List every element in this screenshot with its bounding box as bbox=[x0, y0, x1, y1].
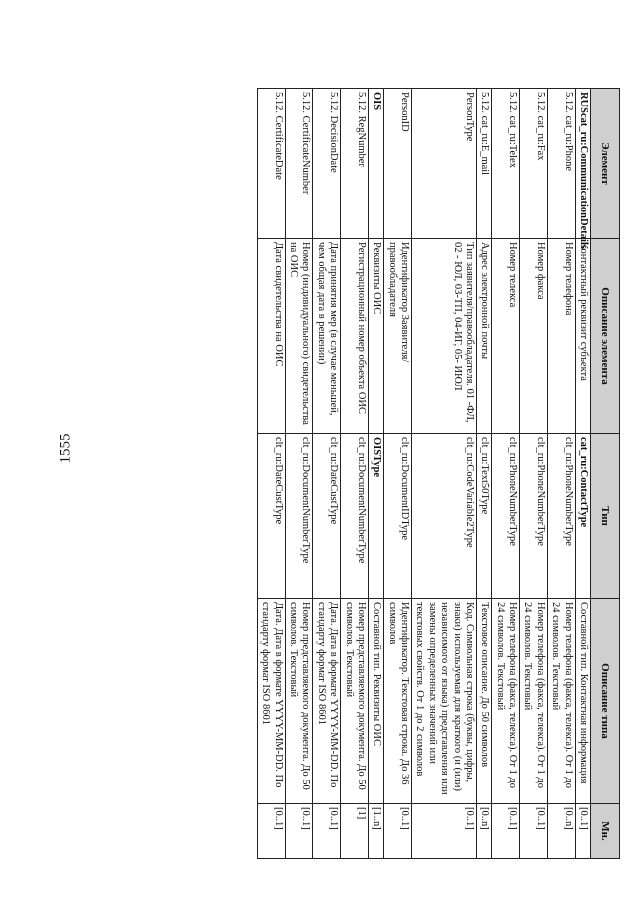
table-row bbox=[575, 89, 590, 859]
cell-description: Дата принятия мер (в случае меньшей, чем общая дата в решении) bbox=[313, 239, 341, 434]
cell-type: clt_ru:CodeVariable2Type bbox=[412, 434, 477, 599]
cell-type: clt_ru:DocumentNumberType bbox=[341, 434, 369, 599]
cell-type-description: Номер телефона (факса, телекса). От 1 до 24 символов. Текстовый bbox=[492, 599, 520, 804]
table-row bbox=[369, 89, 384, 859]
cell-element: 5.12. cat_ru:Fax bbox=[520, 89, 548, 239]
cell-description: Контактный реквизит субъекта bbox=[575, 239, 590, 434]
page-number: 1555 bbox=[57, 433, 74, 464]
cell-description: Идентификатор Заявителя/правообладателя bbox=[384, 239, 412, 434]
cell-element: PersonType bbox=[412, 89, 477, 239]
table-body bbox=[258, 89, 591, 859]
table-row bbox=[520, 89, 548, 859]
cell-multiplicity: [0..1] bbox=[412, 804, 477, 859]
cell-multiplicity: [0..1] bbox=[384, 804, 412, 859]
cell-type-description: Текстовое описание. До 50 символов bbox=[477, 599, 492, 804]
table-row bbox=[492, 89, 520, 859]
cell-type-description: Идентификатор. Текстовая строка. До 36 символов bbox=[384, 599, 412, 804]
table-row bbox=[547, 89, 575, 859]
cell-element: 5.12. cat_ru:Telex bbox=[492, 89, 520, 239]
table-header-row bbox=[591, 89, 620, 859]
header-element: Элемент bbox=[591, 89, 620, 239]
header-element-description: Описание элемента bbox=[591, 239, 620, 434]
cell-description: Адрес электронной почты bbox=[477, 239, 492, 434]
cell-type: clt_ru:DateCustType bbox=[258, 434, 286, 599]
cell-multiplicity: [0..1] bbox=[285, 804, 313, 859]
cell-description: Номер телекса bbox=[492, 239, 520, 434]
cell-type: clt_ru:Text50Type bbox=[477, 434, 492, 599]
cell-type-description: Номер телефона (факса, телекса). От 1 до 24 символов. Текстовый bbox=[520, 599, 548, 804]
cell-description: Дата свидетельства на ОИС bbox=[258, 239, 286, 434]
cell-element: 5.12. cat_ru:E_mail bbox=[477, 89, 492, 239]
table-row bbox=[285, 89, 313, 859]
cell-type: OISType bbox=[369, 434, 384, 599]
table-row bbox=[384, 89, 412, 859]
cell-description: Реквизиты ОИС bbox=[369, 239, 384, 434]
cell-element: 5.12. cat_ru:Phone bbox=[547, 89, 575, 239]
cell-type-description: Код. Символьная строка (буквы, цифры, знаки) используемая для краткого (и (или) независимого от языка) представления или замены определенных значений или текстовых свойств. От 1 до 2 символов bbox=[412, 599, 477, 804]
cell-multiplicity: [1..n] bbox=[369, 804, 384, 859]
schema-table bbox=[257, 88, 620, 859]
cell-type-description: Составной тип. Реквизиты ОИС bbox=[369, 599, 384, 804]
cell-type-description: Составной тип. Контактная информация bbox=[575, 599, 590, 804]
cell-type: clt_ru:PhoneNumberType bbox=[520, 434, 548, 599]
table-row bbox=[412, 89, 477, 859]
cell-description: Номер телефона bbox=[547, 239, 575, 434]
cell-element: 5.12. RegNumber bbox=[341, 89, 369, 239]
cell-description: Регистрационный номер объекта ОИС bbox=[341, 239, 369, 434]
cell-multiplicity: [0..1] bbox=[520, 804, 548, 859]
cell-element: 5.12. CertificateDate bbox=[258, 89, 286, 239]
cell-element: 5.12. CertificateNumber bbox=[285, 89, 313, 239]
cell-element: RUScat_ru:CommunicationDetails bbox=[575, 89, 590, 239]
header-type: Тип bbox=[591, 434, 620, 599]
cell-type: clt_ru:PhoneNumberType bbox=[492, 434, 520, 599]
cell-description: Тип заявителя/правообладателя. 01 -ФЛ, 02 - ЮЛ, 03-ТП, 04-ИГ, 05- ИЮЛ bbox=[412, 239, 477, 434]
cell-type-description: Дата. Дата в формате YYYY-MM-DD. По стандарту формат ISO 8601 bbox=[258, 599, 286, 804]
cell-element: PersonID bbox=[384, 89, 412, 239]
cell-type-description: Номер телефона (факса, телекса). От 1 до 24 символов. Текстовый bbox=[547, 599, 575, 804]
cell-type: clt_ru:DocumentIDType bbox=[384, 434, 412, 599]
cell-type: clt_ru:PhoneNumberType bbox=[547, 434, 575, 599]
table-row bbox=[477, 89, 492, 859]
cell-multiplicity: [0..1] bbox=[313, 804, 341, 859]
cell-element: OIS bbox=[369, 89, 384, 239]
cell-type: clt_ru:DateCustType bbox=[313, 434, 341, 599]
table-row bbox=[258, 89, 286, 859]
cell-description: Номер факса bbox=[520, 239, 548, 434]
table-row bbox=[341, 89, 369, 859]
cell-type: cat_ru:ContactType bbox=[575, 434, 590, 599]
cell-type-description: Номер представляемого документа. До 50 символов. Текстовый bbox=[341, 599, 369, 804]
cell-type-description: Номер представляемого документа. До 50 символов. Текстовый bbox=[285, 599, 313, 804]
cell-multiplicity: [1] bbox=[341, 804, 369, 859]
cell-multiplicity: [0..n] bbox=[547, 804, 575, 859]
cell-multiplicity: [0..1] bbox=[575, 804, 590, 859]
rotated-table-container bbox=[100, 88, 620, 858]
header-type-description: Описание типа bbox=[591, 599, 620, 804]
cell-multiplicity: [0..n] bbox=[477, 804, 492, 859]
cell-type-description: Дата. Дата в формате YYYY-MM-DD. По стандарту формат ISO 8601 bbox=[313, 599, 341, 804]
cell-multiplicity: [0..1] bbox=[258, 804, 286, 859]
cell-description: Номер (индивидуального) свидетельства на ОИС bbox=[285, 239, 313, 434]
cell-element: 5.12. DecisionDate bbox=[313, 89, 341, 239]
cell-type: clt_ru:DocumentNumberType bbox=[285, 434, 313, 599]
table-row bbox=[313, 89, 341, 859]
header-multiplicity: Мн. bbox=[591, 804, 620, 859]
cell-multiplicity: [0..1] bbox=[492, 804, 520, 859]
